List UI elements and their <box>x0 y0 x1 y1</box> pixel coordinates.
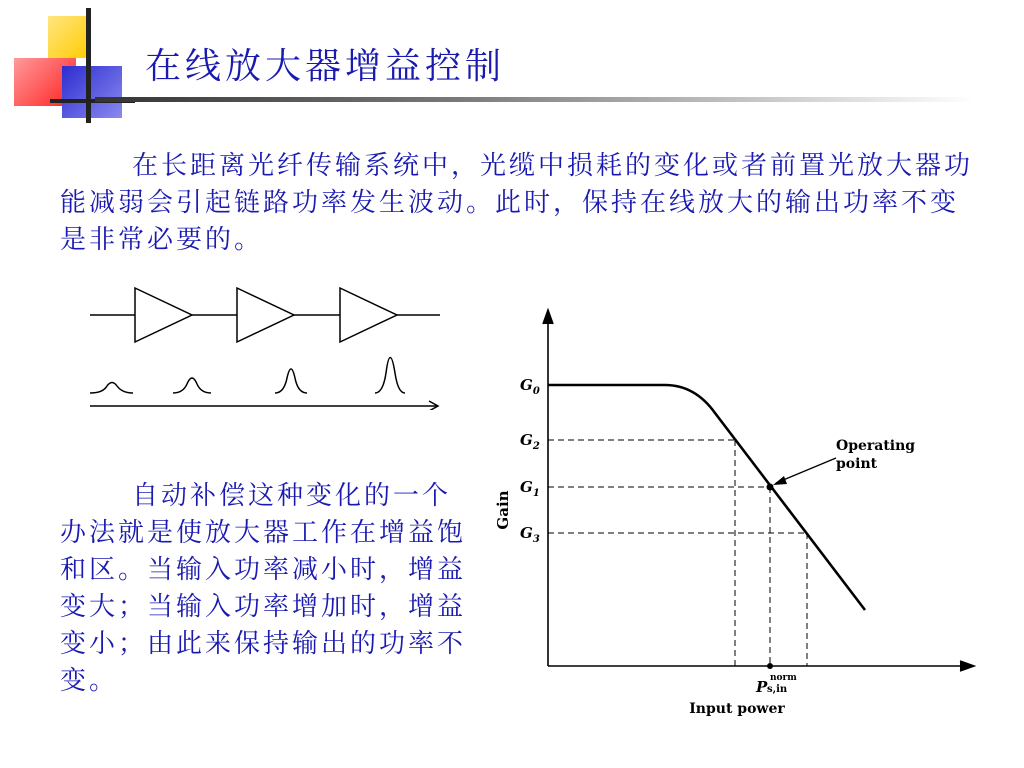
pulse-medium <box>173 378 211 393</box>
pulse-largest <box>375 358 405 394</box>
tick-label-g0: $G_0$ <box>520 376 540 397</box>
amplifier-chain-diagram <box>85 280 445 410</box>
x-marker-sup: norm <box>770 673 797 683</box>
page-title: 在线放大器增益控制 <box>145 46 506 87</box>
amplifier-triangle <box>135 288 192 342</box>
x-marker-dot <box>767 663 773 669</box>
gain-chart <box>480 300 980 720</box>
x-marker-sub: s,in <box>767 684 788 695</box>
yellow-square <box>48 16 90 58</box>
blue-square <box>62 66 122 118</box>
tick-label-g2: $G_2$ <box>520 431 540 452</box>
annotation-line-1: Operating <box>836 438 916 454</box>
x-axis-label: Input power <box>689 701 785 717</box>
x-axis-arrowhead <box>960 661 974 671</box>
vertical-bar <box>86 8 91 123</box>
annotation-arrowhead <box>773 476 787 485</box>
annotation-line-2: point <box>836 456 878 472</box>
pulse-small <box>90 383 133 394</box>
gain-curve <box>548 385 865 610</box>
amplifier-triangle <box>340 288 397 342</box>
intro-paragraph: 在长距离光纤传输系统中，光缆中损耗的变化或者前置光放大器功能减弱会引起链路功率发生波动。此时，保持在线放大的输出功率不变是非常必要的。 <box>60 151 974 255</box>
operating-point-marker <box>767 484 774 491</box>
corner-decoration <box>0 0 140 125</box>
pulse-large <box>275 369 307 393</box>
title-underline <box>95 97 975 102</box>
y-axis-arrowhead <box>543 310 553 324</box>
amplifier-triangle <box>237 288 294 342</box>
x-marker-label: P <box>756 678 768 696</box>
tick-label-g3: $G_3$ <box>520 524 540 545</box>
tick-label-g1: $G_1$ <box>520 478 540 499</box>
compensation-paragraph: 自动补偿这种变化的一个办法就是使放大器工作在增益饱和区。当输入功率减小时，增益变大；当输入功率增加时，增益变小；由此来保持输出的功率不变。 <box>60 481 467 696</box>
y-axis-label: Gain <box>494 490 512 530</box>
